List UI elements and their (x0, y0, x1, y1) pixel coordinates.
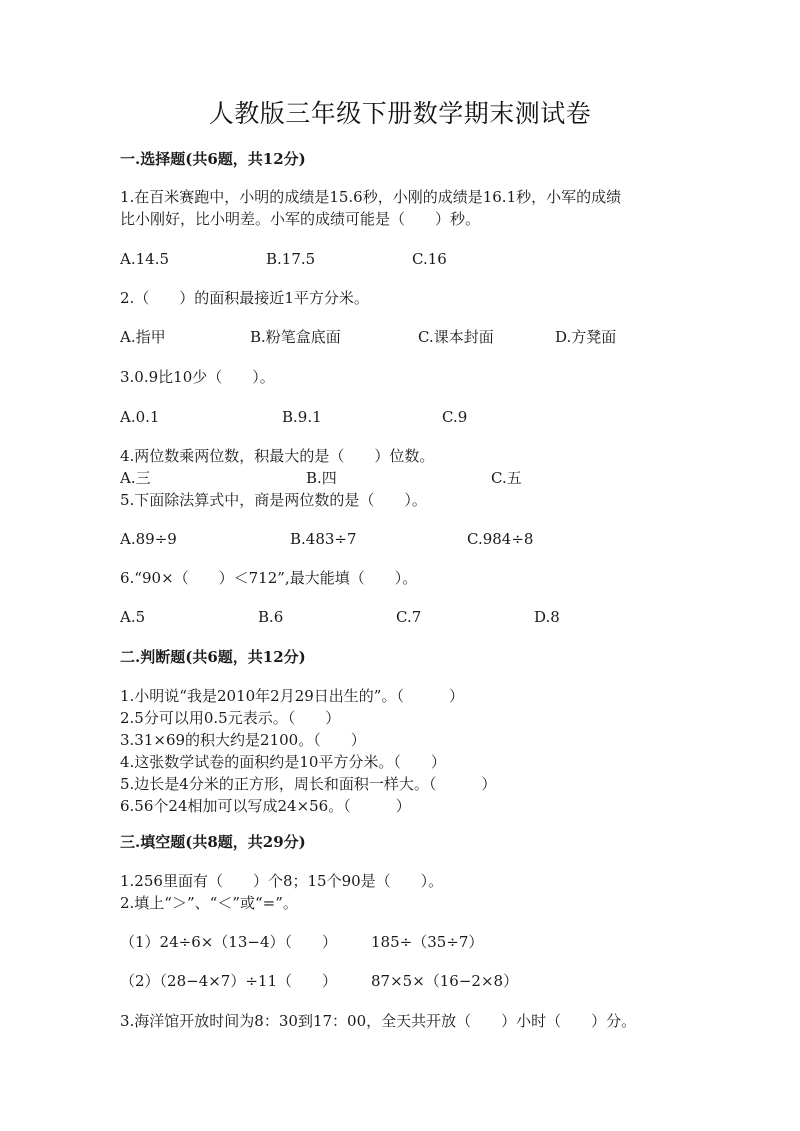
question-6-option-d: D.8 (534, 608, 560, 626)
question-3-option-a: A.0.1 (120, 408, 160, 426)
question-1-option-c: C.16 (412, 250, 447, 268)
fill-question-2-row-1-left: （1）24÷6×（13−4）（ ） (120, 933, 338, 951)
question-6-line-1: 6.“90×（ ）＜712”,最大能填（ ）。 (120, 569, 418, 587)
fill-question-3: 3.海洋馆开放时间为8：30到17：00，全天共开放（ ）小时（ ）分。 (120, 1012, 637, 1030)
question-2-option-d: D.方凳面 (555, 328, 617, 346)
fill-question-2-row-2-right: 87×5×（16−2×8） (371, 972, 519, 990)
fill-question-2-row-1-right: 185÷（35÷7） (371, 933, 484, 951)
judge-item-2: 2.5分可以用0.5元表示。（ ） (120, 709, 341, 727)
question-5-option-c: C.984÷8 (467, 530, 534, 548)
judge-item-5: 5.边长是4分米的正方形，周长和面积一样大。（ ） (120, 775, 497, 793)
section-heading-judge: 二.判断题(共6题，共12分) (120, 648, 306, 666)
question-2-option-b: B.粉笔盒底面 (250, 328, 341, 346)
judge-item-4: 4.这张数学试卷的面积约是10平方分米。（ ） (120, 753, 446, 771)
question-1-option-b: B.17.5 (266, 250, 316, 268)
question-2-line-1: 2.（ ）的面积最接近1平方分米。 (120, 289, 369, 307)
question-2-option-a: A.指甲 (120, 328, 166, 346)
judge-item-3: 3.31×69的积大约是2100。（ ） (120, 731, 366, 749)
question-4-option-a: A.三 (120, 469, 151, 487)
question-4-option-b: B.四 (306, 469, 337, 487)
question-2-option-c: C.课本封面 (418, 328, 494, 346)
page-title: 人教版三年级下册数学期末测试卷 (208, 99, 592, 128)
question-6-option-c: C.7 (396, 608, 422, 626)
question-5-line-1: 5.下面除法算式中，商是两位数的是（ ）。 (120, 491, 427, 509)
question-1-line-2: 比小刚好，比小明差。小军的成绩可能是（ ）秒。 (120, 210, 481, 228)
judge-item-6: 6.56个24相加可以写成24×56。（ ） (120, 797, 411, 815)
fill-question-2-row-2-left: （2）（28−4×7）÷11（ ） (120, 972, 338, 990)
fill-question-2: 2.填上“＞”、“＜”或“=”。 (120, 894, 298, 912)
question-4-option-c: C.五 (491, 469, 522, 487)
question-6-option-a: A.5 (120, 608, 146, 626)
question-5-option-b: B.483÷7 (290, 530, 357, 548)
question-3-option-b: B.9.1 (282, 408, 322, 426)
question-4-line-1: 4.两位数乘两位数，积最大的是（ ）位数。 (120, 447, 435, 465)
judge-item-1: 1.小明说“我是2010年2月29日出生的”。（ ） (120, 687, 464, 705)
section-heading-fill: 三.填空题(共8题，共29分) (120, 833, 306, 851)
question-5-option-a: A.89÷9 (120, 530, 177, 548)
question-1-option-a: A.14.5 (120, 250, 169, 268)
section-heading-choice: 一.选择题(共6题，共12分) (120, 150, 306, 168)
question-3-line-1: 3.0.9比10少（ ）。 (120, 368, 275, 386)
question-3-option-c: C.9 (442, 408, 468, 426)
fill-question-1: 1.256里面有（ ）个8；15个90是（ ）。 (120, 872, 444, 890)
question-6-option-b: B.6 (258, 608, 284, 626)
question-1-line-1: 1.在百米赛跑中，小明的成绩是15.6秒，小刚的成绩是16.1秒，小军的成绩 (120, 188, 622, 206)
